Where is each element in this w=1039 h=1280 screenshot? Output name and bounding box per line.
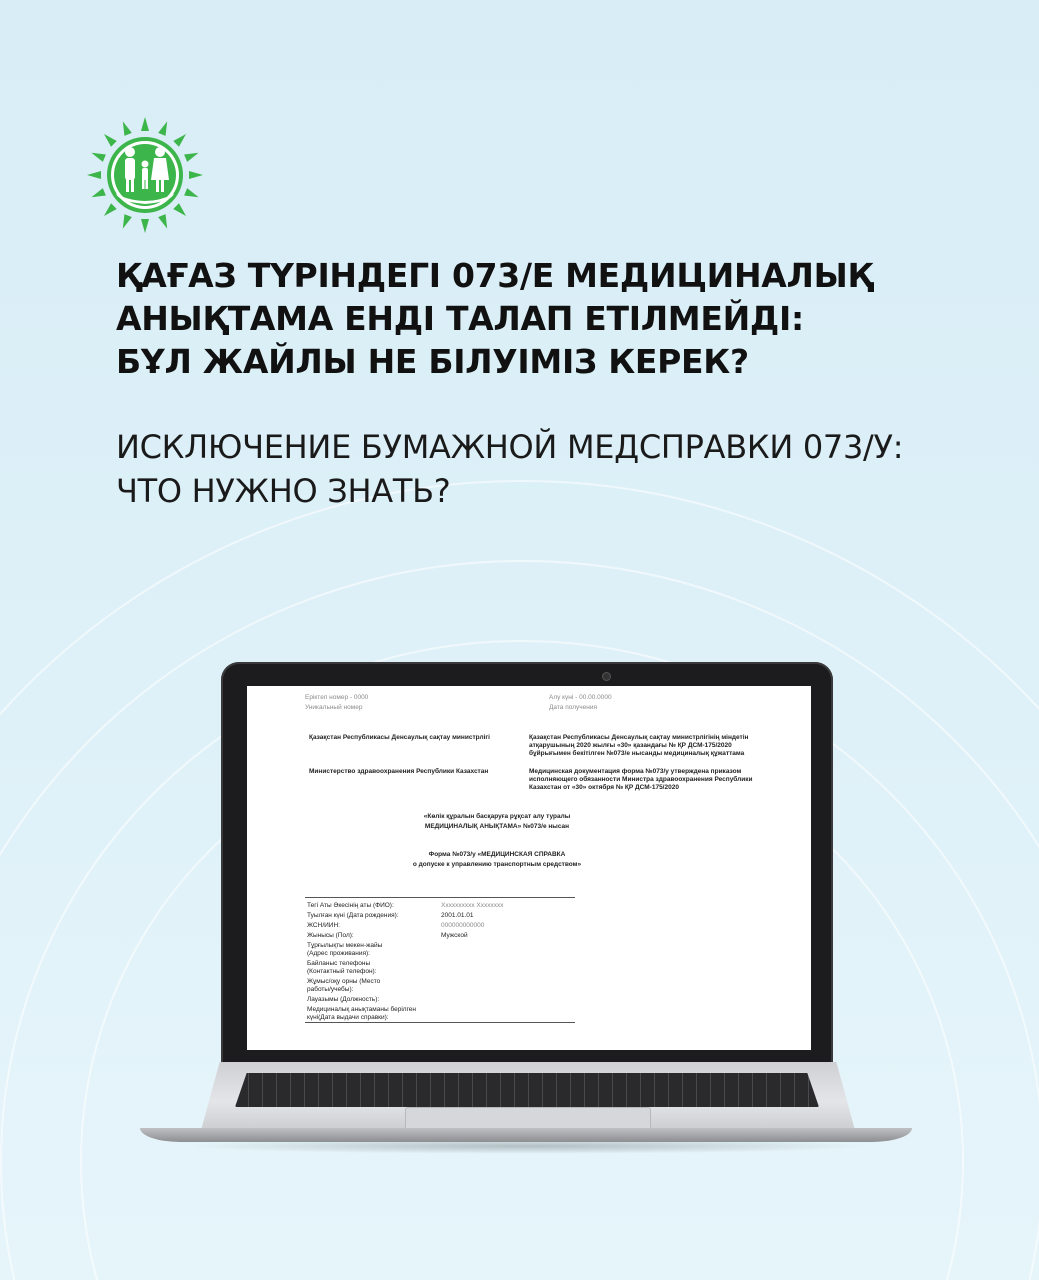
doc-divider — [305, 897, 575, 898]
doc-field-label: Тұрғылықты мекен-жайы (Адрес проживания): — [307, 942, 383, 957]
doc-date-kz: Алу күні - 00.00.0000 — [549, 694, 612, 701]
subtitle-line: ИСКЛЮЧЕНИЕ БУМАЖНОЙ МЕДСПРАВКИ 073/У: — [116, 428, 904, 466]
doc-field-value: 2001.01.01 — [441, 912, 474, 919]
doc-ministry-kz: Қазақстан Республикасы Денсаулық сақтау министрлігі — [309, 734, 490, 741]
laptop-illustration — [140, 662, 912, 1162]
doc-field-label: Лауазымы (Должность): — [307, 996, 380, 1003]
title-line: ҚАҒАЗ ТҮРІНДЕГІ 073/Е МЕДИЦИНАЛЫҚ — [116, 256, 873, 295]
doc-order-kz: Қазақстан Республикасы Денсаулық сақтау министрлігінің міндетін атқарушының 2020 жылғы «30» қазандағы № ҚР ДСМ-175/2020 бұйрығымен бекітілген №073/е нысанды медициналық құжаттама — [529, 734, 749, 757]
page-title-kazakh — [116, 254, 996, 383]
doc-field-label: Туылған күні (Дата рождения): — [307, 912, 399, 919]
doc-field-label: ЖСН/ИИН: — [307, 922, 340, 929]
title-line: БҰЛ ЖАЙЛЫ НЕ БІЛУІМІЗ КЕРЕК? — [116, 342, 749, 381]
doc-field-label: Тегі Аты Әкесінің аты (ФИО): — [307, 902, 394, 909]
doc-field-label: Медициналық анықтаманы берілген күні(Дата выдачи справки): — [307, 1006, 416, 1021]
doc-date-ru: Дата получения — [549, 704, 597, 711]
doc-form-title-kz-1: «Көлік құралын басқаруға рұқсат алу туралы — [423, 813, 571, 820]
doc-field-label: Байланыс телефоны (Контактный телефон): — [307, 960, 377, 975]
doc-divider — [305, 1022, 575, 1023]
doc-field-label: Жұмыс/оқу орны (Место работы/учебы): — [307, 978, 381, 993]
doc-ministry-ru: Министерство здравоохранения Республики Казахстан — [309, 768, 489, 775]
family-sun-logo-icon — [82, 112, 208, 242]
laptop-front-edge — [140, 1128, 912, 1142]
title-line: АНЫҚТАМА ЕНДІ ТАЛАП ЕТІЛМЕЙДІ: — [116, 299, 804, 338]
subtitle-line: ЧТО НУЖНО ЗНАТЬ? — [116, 472, 451, 510]
doc-field-value: Мужской — [441, 932, 468, 939]
doc-form-title-ru-2: о допуске к управлению транспортным средством» — [412, 861, 582, 868]
doc-field-value: Xxxxxxxxxx Xxxxxxxx — [441, 902, 504, 909]
doc-unique-number: Уникальный номер — [305, 704, 363, 711]
laptop-screen-document — [247, 686, 811, 1050]
doc-field-label: Жынысы (Пол): — [307, 932, 354, 939]
webcam-icon — [602, 672, 611, 681]
doc-order-ru: Медицинская документация форма №073/у утверждена приказом исполняющего обязанности Министра здравоохранения Республики Казахстан от «30» октября № ҚР ДСМ-175/2020 — [529, 768, 753, 791]
page-subtitle-russian — [116, 425, 1016, 513]
doc-field-value: 000000000000 — [441, 922, 485, 929]
doc-reg-number: Еріктеп номер - 0000 — [305, 694, 369, 701]
keyboard — [235, 1073, 819, 1107]
doc-form-title-kz-2: МЕДИЦИНАЛЫҚ АНЫҚТАМА» №073/е нысан — [424, 823, 570, 830]
doc-form-title-ru-1: Форма №073/у «МЕДИЦИНСКАЯ СПРАВКА — [428, 851, 566, 858]
